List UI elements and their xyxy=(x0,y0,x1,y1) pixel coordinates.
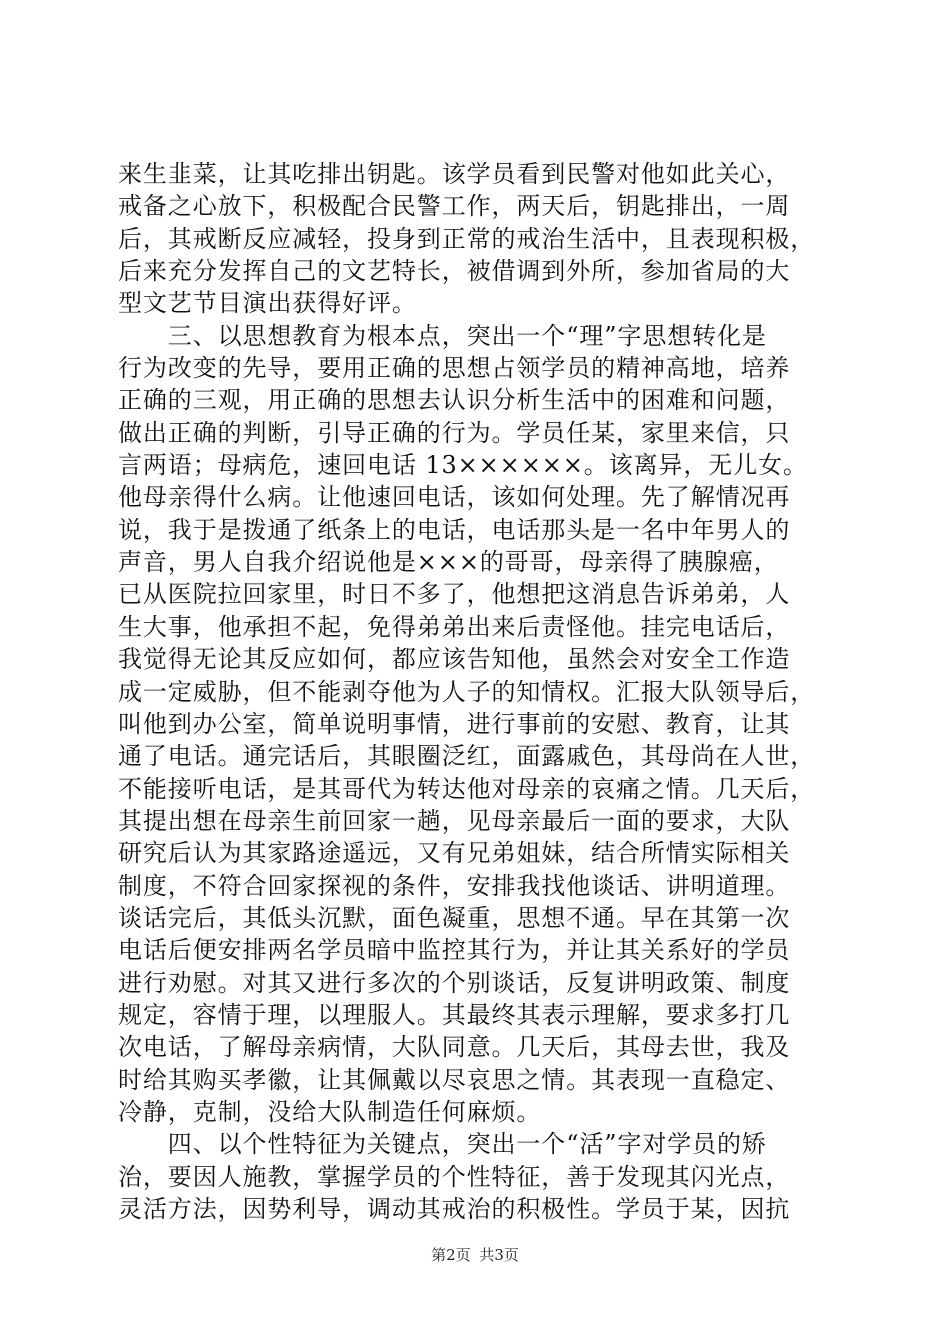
text-line: 进行劝慰。对其又进行多次的个别谈话，反复讲明政策、制度 xyxy=(118,968,791,997)
text-line: 说，我于是拨通了纸条上的电话，电话那头是一名中年男人的 xyxy=(118,515,791,544)
text-line: 做出正确的判断，引导正确的行为。学员任某，家里来信，只 xyxy=(118,418,791,447)
text-line: 时给其购买孝徽，让其佩戴以尽哀思之情。其表现一直稳定、 xyxy=(118,1065,791,1094)
text-line: 治，要因人施教，掌握学员的个性特征，善于发现其闪光点， xyxy=(118,1162,791,1191)
text-line: 谈话完后，其低头沉默，面色凝重，思想不通。早在其第一次 xyxy=(118,903,791,932)
page-footer xyxy=(0,1244,950,1265)
text-line: 四、以个性特征为关键点，突出一个“活”字对学员的矫 xyxy=(118,1130,767,1159)
text-line: 戒备之心放下，积极配合民警工作，两天后，钥匙排出，一周 xyxy=(118,192,791,221)
text-line: 研究后认为其家路途遥远，又有兄弟姐妹，结合所情实际相关 xyxy=(118,839,791,868)
text-line: 规定，容情于理，以理服人。其最终其表示理解，要求多打几 xyxy=(118,1000,791,1029)
text-line: 行为改变的先导，要用正确的思想占领学员的精神高地，培养 xyxy=(118,354,791,383)
text-line: 来生韭菜，让其吃排出钥匙。该学员看到民警对他如此关心， xyxy=(118,160,791,188)
text-line: 言两语；母病危，速回电话 13××××××。该离异，无儿女。 xyxy=(118,451,808,480)
text-line: 其提出想在母亲生前回家一趟，见母亲最后一面的要求，大队 xyxy=(118,806,791,835)
text-line: 灵活方法，因势利导，调动其戒治的积极性。学员于某，因抗 xyxy=(118,1195,791,1223)
text-line: 成一定威胁，但不能剥夺他为人子的知情权。汇报大队领导后， xyxy=(118,677,816,706)
text-line: 后，其戒断反应减轻，投身到正常的戒治生活中，且表现积极， xyxy=(118,224,816,253)
text-line: 制度，不符合回家探视的条件，安排我找他谈话、讲明道理。 xyxy=(118,871,791,900)
page-total: 共3页 xyxy=(479,1246,519,1264)
text-line: 通了电话。通完话后，其眼圈泛红，面露戚色，其母尚在人世， xyxy=(118,742,816,771)
text-line: 我觉得无论其反应如何，都应该告知他，虽然会对安全工作造 xyxy=(118,645,791,674)
text-line: 电话后便安排两名学员暗中监控其行为，并让其关系好的学员 xyxy=(118,936,791,965)
text-line: 正确的三观，用正确的思想去认识分析生活中的困难和问题， xyxy=(118,386,791,415)
text-line: 不能接听电话，是其哥代为转达他对母亲的哀痛之情。几天后， xyxy=(118,774,816,803)
text-line: 次电话，了解母亲病情，大队同意。几天后，其母去世，我及 xyxy=(118,1033,791,1062)
text-line: 声音，男人自我介绍说他是×××的哥哥，母亲得了胰腺癌， xyxy=(118,548,779,577)
text-line: 叫他到办公室，简单说明事情，进行事前的安慰、教育，让其 xyxy=(118,709,791,738)
text-line: 生大事，他承担不起，免得弟弟出来后责怪他。挂完电话后， xyxy=(118,612,791,641)
text-line: 他母亲得什么病。让他速回电话，该如何处理。先了解情况再 xyxy=(118,483,791,512)
text-line: 冷静，克制，没给大队制造任何麻烦。 xyxy=(118,1097,542,1126)
text-line: 已从医院拉回家里，时日不多了，他想把这消息告诉弟弟，人 xyxy=(118,580,791,609)
text-line: 型文艺节目演出获得好评。 xyxy=(118,289,417,318)
page-number: 第2页 xyxy=(431,1246,471,1264)
text-line: 后来充分发挥自己的文艺特长，被借调到外所，参加省局的大 xyxy=(118,257,791,286)
document-body xyxy=(118,158,838,1225)
text-line: 三、以思想教育为根本点，突出一个“理”字思想转化是 xyxy=(118,321,767,350)
